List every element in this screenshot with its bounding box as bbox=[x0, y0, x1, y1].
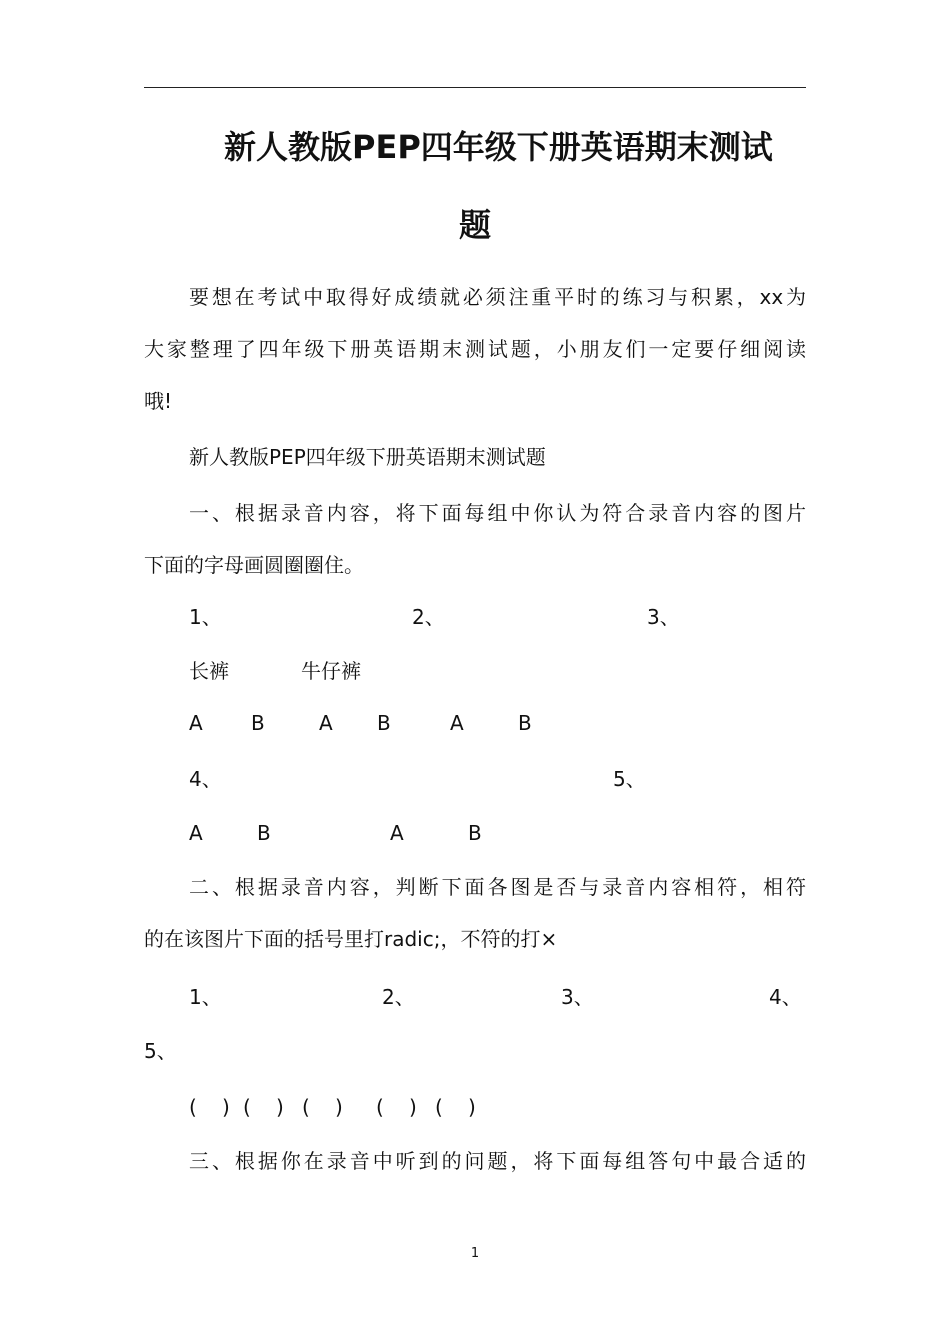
choice-letter: B bbox=[468, 821, 482, 845]
item-number: 4、 bbox=[189, 767, 222, 791]
choice-letter: B bbox=[518, 711, 532, 735]
page-number: 1 bbox=[470, 1246, 480, 1261]
choice-letter: B bbox=[251, 711, 265, 735]
intro-line1: 要想在考试中取得好成绩就必须注重平时的练习与积累，xx为 bbox=[189, 285, 806, 309]
subtitle: 新人教版PEP四年级下册英语期末测试题 bbox=[189, 445, 546, 469]
item-number: 1、 bbox=[189, 985, 222, 1009]
choice-letter: A bbox=[319, 711, 333, 735]
answer-bracket: ) bbox=[409, 1095, 417, 1119]
answer-bracket: ) bbox=[468, 1095, 476, 1119]
answer-bracket: ( bbox=[189, 1095, 197, 1119]
section3-heading-line1: 三、根据你在录音中听到的问题，将下面每组答句中最合适的 bbox=[189, 1149, 806, 1173]
section2-heading-line1: 二、根据录音内容，判断下面各图是否与录音内容相符，相符 bbox=[189, 875, 806, 899]
choice-letter: B bbox=[377, 711, 391, 735]
item-number: 2、 bbox=[412, 605, 445, 629]
choice-letter: A bbox=[189, 711, 203, 735]
item-number: 5、 bbox=[144, 1039, 177, 1063]
item-number: 2、 bbox=[382, 985, 415, 1009]
choice-letter: A bbox=[450, 711, 464, 735]
section1-heading-line1: 一、根据录音内容，将下面每组中你认为符合录音内容的图片 bbox=[189, 501, 806, 525]
answer-bracket: ( bbox=[435, 1095, 443, 1119]
intro-line2: 大家整理了四年级下册英语期末测试题，小朋友们一定要仔细阅读 bbox=[144, 337, 806, 361]
item-number: 3、 bbox=[561, 985, 594, 1009]
choice-letter: B bbox=[257, 821, 271, 845]
document-title-line1: 新人教版PEP四年级下册英语期末测试 bbox=[224, 128, 773, 166]
choice-letter: A bbox=[189, 821, 203, 845]
choice-letter: A bbox=[390, 821, 404, 845]
picture-label: 牛仔裤 bbox=[301, 659, 361, 683]
answer-bracket: ) bbox=[222, 1095, 230, 1119]
document-title-line2: 题 bbox=[459, 206, 492, 244]
item-number: 3、 bbox=[647, 605, 680, 629]
item-number: 5、 bbox=[613, 767, 646, 791]
answer-bracket: ( bbox=[243, 1095, 251, 1119]
item-number: 1、 bbox=[189, 605, 222, 629]
picture-label: 长裤 bbox=[189, 659, 229, 683]
item-number: 4、 bbox=[769, 985, 802, 1009]
section1-heading-line2: 下面的字母画圆圈圈住。 bbox=[144, 553, 364, 577]
intro-line3: 哦! bbox=[144, 389, 173, 413]
header-rule bbox=[144, 87, 806, 88]
answer-bracket: ( bbox=[376, 1095, 384, 1119]
section2-heading-line2: 的在该图片下面的括号里打radic;，不符的打× bbox=[144, 927, 558, 951]
answer-bracket: ) bbox=[335, 1095, 343, 1119]
answer-bracket: ) bbox=[276, 1095, 284, 1119]
answer-bracket: ( bbox=[302, 1095, 310, 1119]
